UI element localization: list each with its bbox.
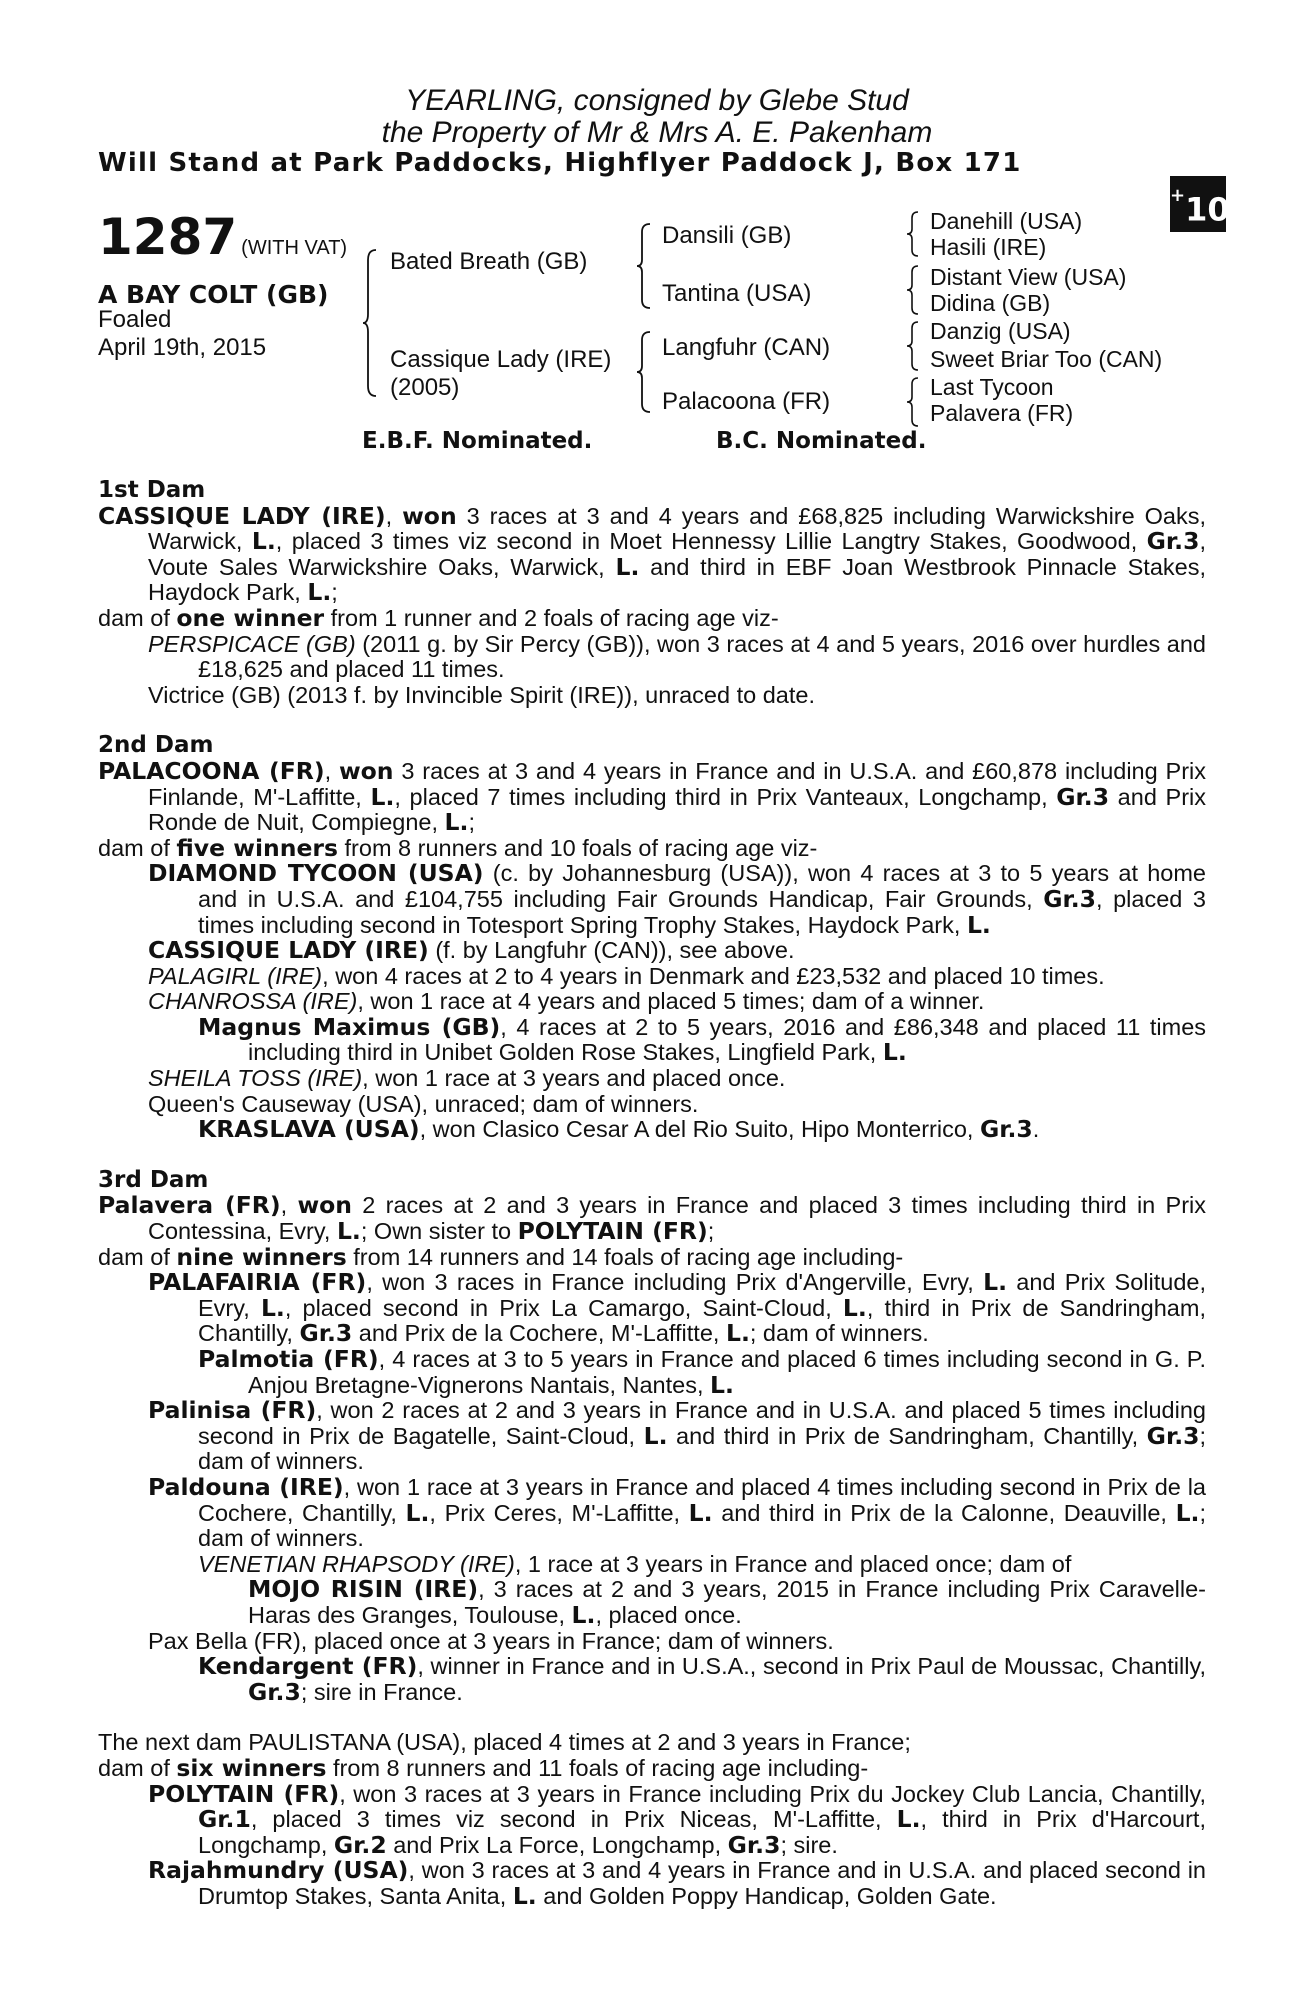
text-run: and Prix La Force, Longchamp, bbox=[386, 1831, 728, 1858]
pedigree-brace-dam bbox=[636, 330, 652, 414]
second-dam-produce-summary bbox=[98, 833, 1206, 862]
text-run: , placed 3 times viz second in Moet Hennessy Lillie Langtry Stakes, Goodwood, bbox=[275, 528, 1147, 555]
third-dam-produce-summary bbox=[98, 1242, 1206, 1271]
next-dam-produce-summary bbox=[98, 1753, 1206, 1782]
bold-run: won bbox=[297, 1191, 353, 1220]
bold-run: L. bbox=[842, 1293, 867, 1322]
text-run: , won 3 races at 3 years in France including Prix du Jockey Club Lancia, Chantilly, bbox=[339, 1780, 1206, 1807]
bold-run: KRASLAVA (USA) bbox=[198, 1115, 420, 1144]
header-property: the Property of Mr & Mrs A. E. Pakenham bbox=[381, 116, 933, 149]
lot-number-line bbox=[98, 208, 347, 266]
italic-run: PALAGIRL (IRE) bbox=[148, 962, 323, 989]
pedigree-g8: Palavera (FR) bbox=[930, 400, 1074, 426]
bold-run: Palavera (FR) bbox=[98, 1191, 281, 1220]
bold-run: six winners bbox=[176, 1753, 327, 1782]
lot-name: A BAY COLT (GB) bbox=[98, 280, 329, 309]
bold-run: L. bbox=[896, 1805, 921, 1834]
text-run: , won 1 race at 4 years and placed 5 times; dam of a winner. bbox=[357, 988, 985, 1015]
text-run: ; dam of winners. bbox=[749, 1320, 929, 1347]
produce-entry bbox=[98, 964, 1206, 990]
bold-run: won bbox=[338, 756, 394, 785]
bold-run: L. bbox=[1175, 1498, 1200, 1527]
text-run: , bbox=[324, 757, 339, 784]
produce-entry bbox=[98, 1472, 1207, 1552]
bold-run: L. bbox=[336, 1217, 361, 1246]
bold-run: Gr.3 bbox=[979, 1115, 1033, 1144]
pedigree-g1: Danehill (USA) bbox=[930, 208, 1083, 234]
produce-entry bbox=[98, 1654, 1206, 1705]
first-dam-record bbox=[98, 501, 1207, 607]
pedigree-g6: Sweet Briar Too (CAN) bbox=[930, 346, 1163, 372]
text-run: dam of bbox=[98, 1243, 177, 1270]
produce-entry bbox=[98, 1066, 1206, 1092]
pedigree-sire-dam: Tantina (USA) bbox=[662, 280, 812, 307]
produce-entry bbox=[98, 1092, 1206, 1118]
bold-run: DIAMOND TYCOON (USA) bbox=[148, 859, 484, 888]
bold-run: L. bbox=[966, 910, 991, 939]
text-run: , bbox=[385, 502, 403, 529]
second-dam-title: 2nd Dam bbox=[98, 732, 214, 759]
text-run: and third in Prix de la Calonne, Deauville, bbox=[712, 1499, 1176, 1526]
text-run: , won 4 races at 2 to 4 years in Denmark and £23,532 and placed 10 times. bbox=[322, 962, 1105, 989]
text-run: , Prix Ceres, M'-Laffitte, bbox=[429, 1499, 689, 1526]
pedigree-brace-g3 bbox=[906, 320, 920, 372]
header-consignor: YEARLING, consigned by Glebe Stud bbox=[405, 84, 909, 117]
pedigree-g5: Danzig (USA) bbox=[930, 318, 1071, 344]
text-run: , third in Prix de Sandringham, Chantilly, bbox=[198, 1294, 1206, 1347]
text-run: and third in EBF Joan Westbrook Pinnacle Stakes, Haydock Park, bbox=[148, 553, 1206, 606]
bold-run: CASSIQUE LADY (IRE) bbox=[148, 936, 429, 965]
text-run: ; Own sister to bbox=[360, 1218, 518, 1245]
text-run: , placed 3 times including second in Totesport Spring Trophy Stakes, Haydock Park, bbox=[198, 885, 1206, 938]
bold-run: L. bbox=[725, 1319, 750, 1348]
text-run: dam of bbox=[98, 604, 177, 631]
text-run: and Prix Ronde de Nuit, Compiegne, bbox=[148, 783, 1206, 836]
pedigree-brace-g4 bbox=[906, 376, 920, 428]
produce-entry bbox=[98, 861, 1206, 938]
badge-plus: + bbox=[1170, 185, 1186, 206]
text-run: Pax Bella (FR), placed once at 3 years in France; dam of winners. bbox=[148, 1627, 834, 1654]
text-run: from 8 runners and 11 foals of racing age including- bbox=[326, 1754, 869, 1781]
italic-run: VENETIAN RHAPSODY (IRE) bbox=[198, 1550, 515, 1577]
bold-run: CASSIQUE LADY (IRE) bbox=[98, 501, 386, 530]
produce-entry bbox=[98, 1629, 1206, 1655]
text-run: , placed once. bbox=[595, 1601, 742, 1628]
bold-run: Kendargent (FR) bbox=[198, 1652, 418, 1681]
produce-entry bbox=[98, 1012, 1207, 1067]
italic-run: PERSPICACE (GB) bbox=[148, 630, 356, 657]
text-run: from 1 runner and 2 foals of racing age viz- bbox=[324, 604, 779, 631]
produce-entry bbox=[98, 632, 1206, 683]
foaled-date: April 19th, 2015 bbox=[98, 334, 267, 361]
pedigree-brace-main bbox=[362, 248, 378, 398]
bold-run: L. bbox=[370, 782, 395, 811]
pedigree-g2: Hasili (IRE) bbox=[930, 234, 1047, 260]
text-run: and Prix de la Cochere, M'-Laffitte, bbox=[352, 1320, 726, 1347]
badge-number: 10 bbox=[1185, 190, 1230, 229]
third-dam-record bbox=[98, 1193, 1206, 1244]
pedigree-dam-sire: Langfuhr (CAN) bbox=[662, 334, 831, 361]
ebf-nominated: E.B.F. Nominated. bbox=[362, 428, 593, 454]
text-run: . bbox=[1032, 1116, 1040, 1143]
bold-run: POLYTAIN (FR) bbox=[517, 1217, 708, 1246]
bold-run: Gr.3 bbox=[1146, 1421, 1200, 1450]
produce-entry bbox=[98, 1779, 1206, 1859]
bold-run: Palmotia (FR) bbox=[198, 1345, 379, 1373]
text-run: , won 3 races at 3 and 4 years in France and in U.S.A. and placed second in Drumtop Stakes, Santa Anita, bbox=[198, 1857, 1206, 1909]
text-run: Queen's Causeway (USA), unraced; dam of winners. bbox=[148, 1090, 699, 1117]
bold-run: L. bbox=[710, 1370, 734, 1399]
text-run: , 1 race at 3 years in France and placed once; dam of bbox=[514, 1550, 1072, 1577]
bold-run: L. bbox=[882, 1038, 907, 1067]
bold-run: L. bbox=[983, 1268, 1007, 1297]
produce-entry bbox=[98, 989, 1206, 1015]
bold-run: one winner bbox=[176, 603, 325, 632]
lot-vat: (WITH VAT) bbox=[241, 237, 348, 259]
text-run: , 4 races at 3 to 5 years in France and placed 6 times including second in G. P. Anjou Bretagne-Vignerons Nantais, Nantes, bbox=[248, 1346, 1206, 1398]
text-run: , 4 races at 2 to 5 years, 2016 and £86,348 and placed 11 times including third in Unibet Golden Rose Stakes, Lingfield Park, bbox=[248, 1013, 1207, 1066]
text-run: 2 races at 2 and 3 years in France and placed 3 times including third in Prix Contessina, Evry, bbox=[148, 1192, 1206, 1245]
produce-entry bbox=[98, 938, 1206, 964]
pedigree-dam-year: (2005) bbox=[390, 374, 460, 401]
bold-run: Gr.3 bbox=[248, 1677, 301, 1706]
text-run: ; dam of winners. bbox=[198, 1422, 1207, 1475]
bold-run: PALAFAIRIA (FR) bbox=[148, 1268, 367, 1297]
bold-run: Paldouna (IRE) bbox=[148, 1472, 344, 1501]
text-run: , bbox=[280, 1192, 298, 1219]
header-location: Will Stand at Park Paddocks, Highflyer Paddock J, Box 171 bbox=[98, 148, 1022, 178]
bold-run: L. bbox=[444, 808, 469, 837]
text-run: ; bbox=[331, 579, 338, 606]
text-run: , placed 7 times including third in Prix Vanteaux, Longchamp, bbox=[394, 783, 1057, 810]
bold-run: Rajahmundry (USA) bbox=[148, 1856, 409, 1885]
first-dam-produce-summary bbox=[98, 603, 1206, 632]
text-run: ; bbox=[468, 809, 475, 836]
text-run: from 14 runners and 14 foals of racing age including- bbox=[346, 1243, 904, 1270]
bold-run: MOJO RISIN (IRE) bbox=[248, 1575, 479, 1604]
text-run: ; bbox=[707, 1218, 715, 1245]
text-run: , placed 3 times viz second in Prix Niceas, M'-Laffitte, bbox=[250, 1806, 897, 1833]
bold-run: won bbox=[402, 501, 457, 530]
bold-run: PALACOONA (FR) bbox=[98, 756, 325, 785]
bold-run: L. bbox=[512, 1881, 537, 1910]
pedigree-dam: Cassique Lady (IRE) bbox=[390, 346, 612, 373]
bold-run: L. bbox=[307, 578, 332, 607]
text-run: Victrice (GB) (2013 f. by Invincible Spirit (IRE)), unraced to date. bbox=[148, 681, 815, 708]
text-run: , won 1 race at 3 years and placed once. bbox=[362, 1065, 786, 1092]
text-run: (f. by Langfuhr (CAN)), see above. bbox=[428, 937, 795, 964]
text-run: and Prix Solitude, Evry, bbox=[198, 1269, 1206, 1321]
text-run: ; sire. bbox=[780, 1831, 838, 1858]
produce-entry bbox=[98, 1398, 1206, 1475]
bold-run: Gr.2 bbox=[333, 1830, 387, 1859]
text-run: from 8 runners and 10 foals of racing age viz- bbox=[337, 834, 818, 861]
bold-run: Gr.3 bbox=[1056, 782, 1110, 811]
foaled-label: Foaled bbox=[98, 306, 172, 333]
produce-record bbox=[98, 478, 1206, 1909]
bold-run: Gr.3 bbox=[1146, 527, 1200, 556]
bold-run: L. bbox=[643, 1421, 668, 1450]
third-dam-title: 3rd Dam bbox=[98, 1166, 209, 1193]
bold-run: L. bbox=[260, 1293, 285, 1322]
text-run: and third in Prix de Sandringham, Chantilly, bbox=[667, 1422, 1147, 1449]
text-run: , 3 races at 2 and 3 years, 2015 in France including Prix Caravelle-Haras des Granges, Toulouse, bbox=[248, 1576, 1206, 1628]
produce-entry bbox=[98, 1347, 1206, 1398]
bold-run: Magnus Maximus (GB) bbox=[198, 1012, 501, 1041]
pedigree-sire: Bated Breath (GB) bbox=[390, 248, 588, 275]
produce-entry bbox=[98, 1117, 1206, 1143]
pedigree-brace-g1 bbox=[906, 210, 920, 258]
italic-run: SHEILA TOSS (IRE) bbox=[148, 1065, 363, 1092]
text-run: , Voute Sales Warwickshire Oaks, Warwick, bbox=[148, 528, 1206, 580]
second-dam-record bbox=[98, 756, 1206, 837]
bold-run: five winners bbox=[176, 833, 338, 862]
produce-entry bbox=[98, 1577, 1206, 1628]
bold-run: Gr.1 bbox=[198, 1805, 251, 1834]
bold-run: L. bbox=[615, 552, 640, 581]
pedigree-sire-sire: Dansili (GB) bbox=[662, 222, 792, 249]
produce-entry bbox=[98, 1858, 1206, 1909]
text-run: The next dam PAULISTANA (USA), placed 4 times at 2 and 3 years in France; bbox=[98, 1729, 911, 1756]
bc-nominated: B.C. Nominated. bbox=[716, 428, 927, 454]
text-run: ; sire in France. bbox=[300, 1678, 463, 1705]
text-run: ; dam of winners. bbox=[198, 1499, 1206, 1552]
produce-entry bbox=[98, 1270, 1206, 1347]
text-run: (c. by Johannesburg (USA)), won 4 races at 3 to 5 years at home and in U.S.A. and £104,755 including Fair Grounds Handicap, Fair Grounds, bbox=[198, 860, 1207, 912]
text-run: , won 1 race at 3 years in France and placed 4 times including second in Prix de la Cochere, Chantilly, bbox=[198, 1473, 1207, 1526]
next-dam-record bbox=[98, 1730, 1206, 1756]
lot-number: 1287 bbox=[98, 208, 238, 266]
italic-run: CHANROSSA (IRE) bbox=[148, 988, 358, 1015]
bold-run: L. bbox=[405, 1498, 430, 1527]
pedigree-g3: Distant View (USA) bbox=[930, 264, 1127, 290]
pedigree-brace-g2 bbox=[906, 264, 920, 316]
bold-run: L. bbox=[688, 1498, 713, 1527]
pedigree-g7: Last Tycoon bbox=[930, 374, 1054, 400]
text-run: , third in Prix d'Harcourt, Longchamp, bbox=[198, 1806, 1206, 1858]
text-run: dam of bbox=[98, 834, 177, 861]
text-run: 3 races at 3 and 4 years and £68,825 including Warwickshire Oaks, Warwick, bbox=[148, 502, 1207, 555]
bold-run: Gr.3 bbox=[299, 1319, 353, 1348]
bold-run: nine winners bbox=[176, 1242, 347, 1271]
text-run: dam of bbox=[98, 1754, 177, 1781]
bold-run: Palinisa (FR) bbox=[148, 1396, 317, 1425]
text-run: , placed second in Prix La Camargo, Saint-Cloud, bbox=[284, 1294, 843, 1321]
text-run: , won 3 races in France including Prix d'Angerville, Evry, bbox=[366, 1269, 984, 1296]
text-run: , won 2 races at 2 and 3 years in France and in U.S.A. and placed 5 times including second in Prix de Bagatelle, Saint-Cloud, bbox=[198, 1397, 1206, 1449]
bold-run: POLYTAIN (FR) bbox=[148, 1779, 340, 1808]
bold-run: Gr.3 bbox=[1043, 884, 1097, 913]
produce-entry bbox=[98, 1552, 1206, 1578]
text-run: 3 races at 3 and 4 years in France and in U.S.A. and £60,878 including Prix Finlande, M'-Laffitte, bbox=[148, 757, 1206, 810]
bold-run: Gr.3 bbox=[727, 1830, 781, 1859]
produce-entry bbox=[98, 683, 1206, 709]
pedigree-brace-sire bbox=[636, 222, 652, 310]
text-run: and Golden Poppy Handicap, Golden Gate. bbox=[536, 1882, 997, 1909]
bold-run: L. bbox=[571, 1600, 596, 1629]
pedigree-dam-dam: Palacoona (FR) bbox=[662, 388, 831, 415]
first-dam-title: 1st Dam bbox=[98, 477, 206, 503]
text-run: , won Clasico Cesar A del Rio Suito, Hipo Monterrico, bbox=[419, 1116, 980, 1143]
text-run: (2011 g. by Sir Percy (GB)), won 3 races at 4 and 5 years, 2016 over hurdles and £18,625 and placed 11 times. bbox=[198, 630, 1206, 683]
bold-run: L. bbox=[251, 527, 276, 556]
lot-badge bbox=[1170, 176, 1230, 232]
text-run: , winner in France and in U.S.A., second in Prix Paul de Moussac, Chantilly, bbox=[417, 1653, 1206, 1680]
pedigree-g4: Didina (GB) bbox=[930, 290, 1051, 316]
